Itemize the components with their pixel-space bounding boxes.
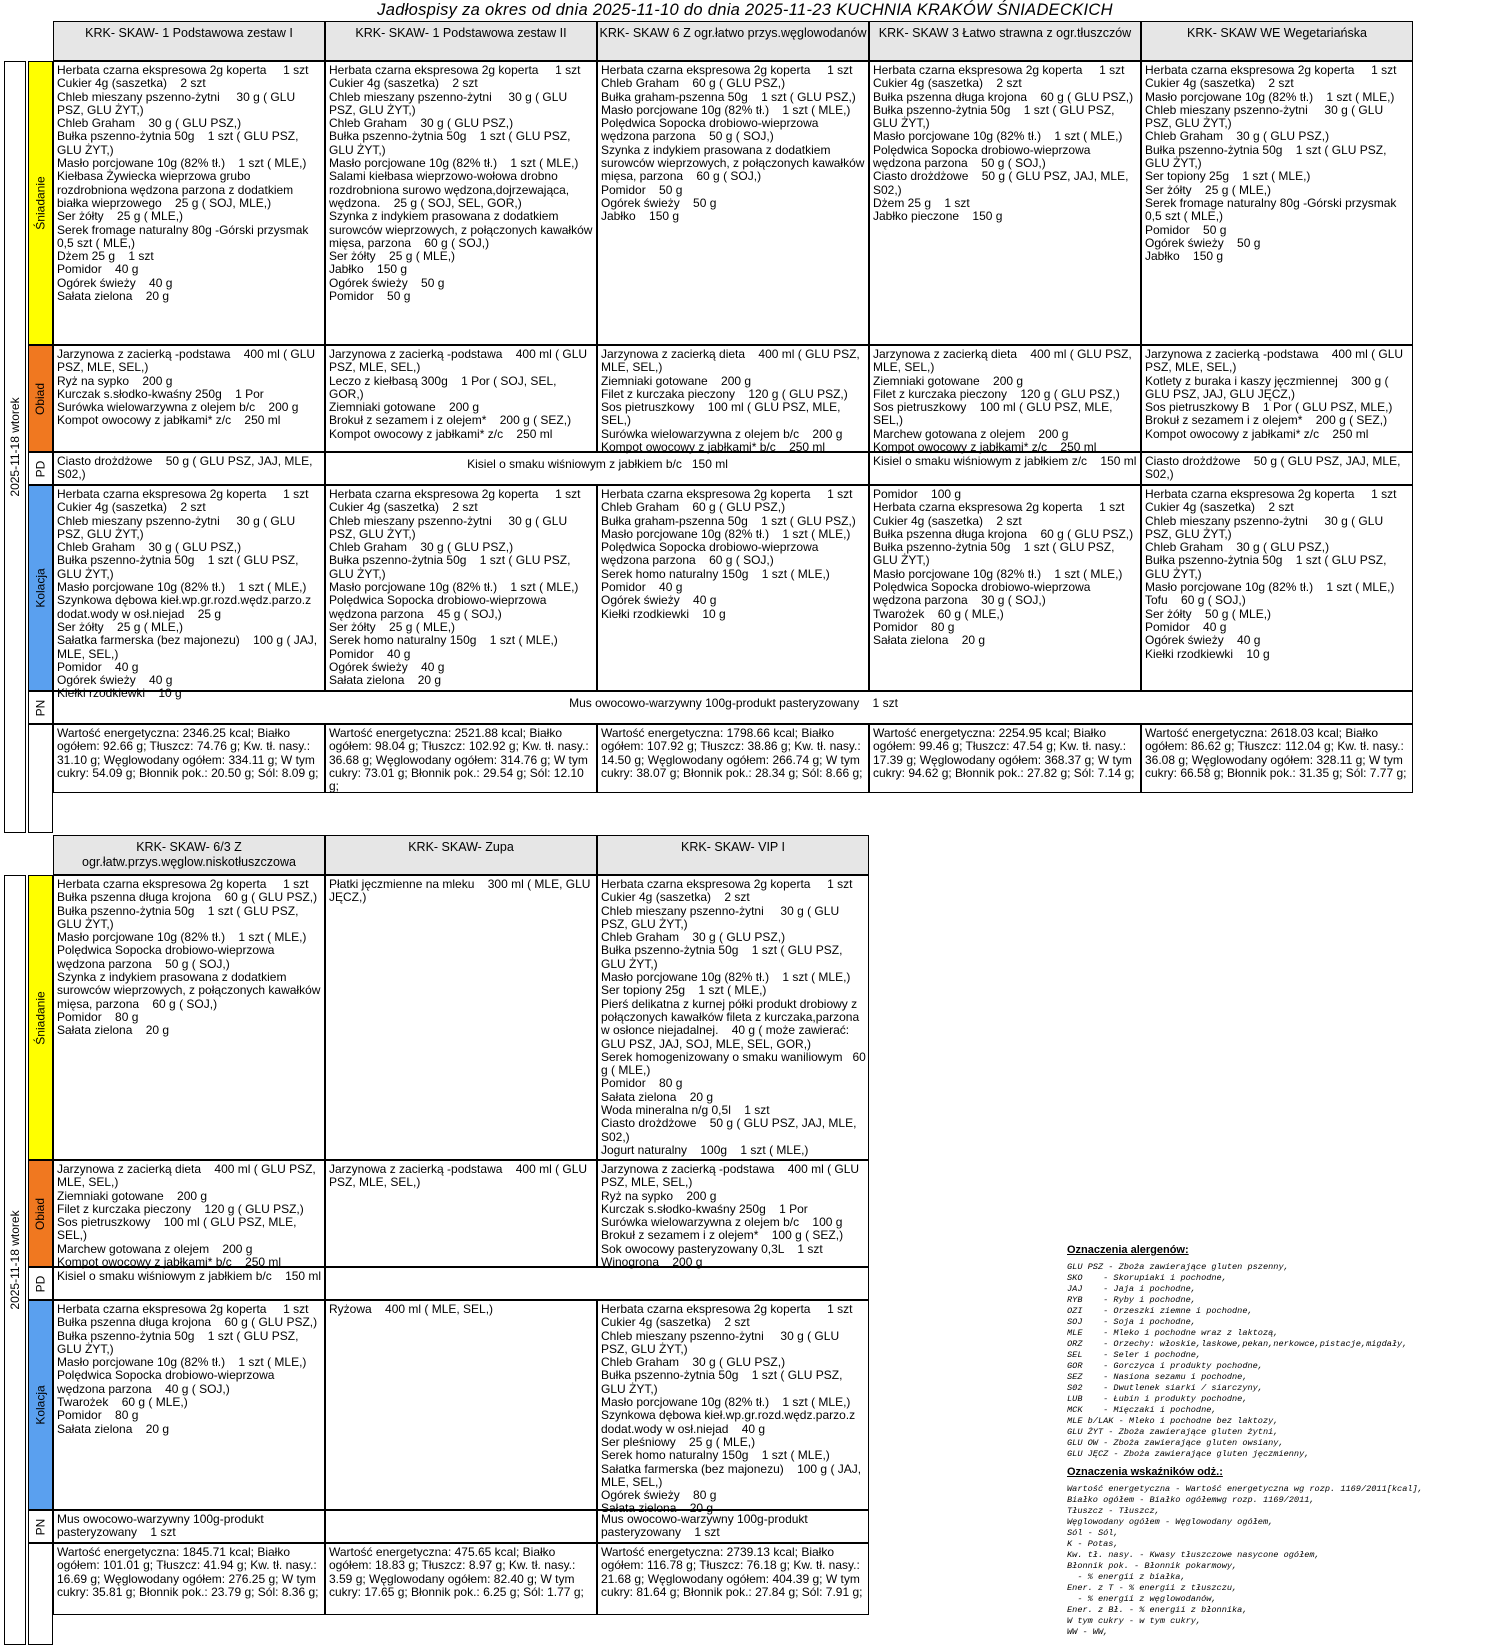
column-header: KRK- SKAW- VIP I — [597, 835, 869, 875]
menu-cell-pn — [325, 1510, 597, 1543]
menu-cell-sniadanie: Herbata czarna ekspresowa 2g koperta 1 szt Cukier 4g (saszetka) 2 szt Masło porcjowane 10g (82% tł.) 1 szt ( MLE,) Chleb mieszany pszenno-żytni 30 g ( GLU PSZ, GLU ŻYT,) Chleb Graham 30 g ( GLU PSZ,) Bułka pszenno-żytnia 50g 1 szt ( GLU PSZ, GLU ŻYT,) Ser topiony 25g 1 szt ( MLE,) Ser żółty 25 g ( MLE,) Serek fromage naturalny 80g -Górski przysmak 0,5 szt ( MLE,) Pomidor 50 g Ogórek świeży 50 g Jabłko 150 g — [1141, 61, 1413, 345]
column-header: KRK- SKAW WE Wegetariańska — [1141, 21, 1413, 61]
menu-cell-pd: Kisiel o smaku wiśniowym z jabłkiem z/c 150 ml — [869, 452, 1141, 485]
meal-label-pn: PN — [28, 691, 53, 724]
menu-block-1 — [4, 21, 1486, 833]
allergen-item: ORZ - Orzechy: włoskie,laskowe,pekan,nerkowce,pistacje,migdały, — [1067, 1339, 1408, 1349]
menu-cell-sniadanie: Herbata czarna ekspresowa 2g koperta 1 szt Bułka pszenna długa krojona 60 g ( GLU PSZ,) Bułka pszenno-żytnia 50g 1 szt ( GLU PSZ, GLU ŻYT,) Masło porcjowane 10g (82% tł.) 1 szt ( MLE,) Polędwica Sopocka drobiowo-wieprzowa wędzona parzona 50 g ( SOJ,) Szynka z indykiem prasowana z dodatkiem surowców wieprzowych, z połączonych kawałków mięsa, parzona 60 g ( SOJ,) Pomidor 80 g Sałata zielona 20 g — [53, 875, 325, 1160]
indicator-item: W tym cukry - w tym cukry, — [1067, 1616, 1202, 1626]
allergen-item: MCK - Mięczaki i pochodne, — [1067, 1405, 1217, 1415]
menu-block-2 — [4, 835, 914, 1645]
indicator-item: K - Potas, — [1067, 1539, 1119, 1549]
menu-cell-obiad: Jarzynowa z zacierką -podstawa 400 ml ( GLU PSZ, MLE, SEL,) — [325, 1160, 597, 1267]
menu-cell-kolacja: Pomidor 100 g Herbata czarna ekspresowa 2g koperta 1 szt Cukier 4g (saszetka) 2 szt Bułka pszenna długa krojona 60 g ( GLU PSZ,) Bułka pszenno-żytnia 50g 1 szt ( GLU PSZ, GLU ŻYT,) Masło porcjowane 10g (82% tł.) 1 szt ( MLE,) Polędwica Sopocka drobiowo-wieprzowa wędzona parzona 30 g ( SOJ,) Twarożek 60 g ( MLE,) Pomidor 80 g Sałata zielona 20 g — [869, 485, 1141, 691]
indicator-item: Błonnik pok. - Błonnik pokarmowy, — [1067, 1561, 1238, 1571]
meal-label-kolacja: Kolacja — [28, 1300, 53, 1510]
indicator-item: Wartość energetyczna - Wartość energetyczna wg rozp. 1169/2011[kcal], — [1067, 1484, 1423, 1494]
meal-label-empty — [28, 1543, 53, 1645]
column-header: KRK- SKAW 3 Łatwo strawna z ogr.tłuszczów — [869, 21, 1141, 61]
allergen-item: SKO - Skorupiaki i pochodne, — [1067, 1273, 1227, 1283]
menu-cell-sniadanie: Herbata czarna ekspresowa 2g koperta 1 szt Cukier 4g (saszetka) 2 szt Chleb mieszany pszenno-żytni 30 g ( GLU PSZ, GLU ŻYT,) Chleb Graham 30 g ( GLU PSZ,) Bułka pszenno-żytnia 50g 1 szt ( GLU PSZ, GLU ŻYT,) Masło porcjowane 10g (82% tł.) 1 szt ( MLE,) Salami kiełbasa wieprzowo-wołowa drobno rozdrobniona surowo wędzona,dojrzewająca, wędzona. 25 g ( SOJ, SEL, GOR,) Szynka z indykiem prasowana z dodatkiem surowców wieprzowych, z połączonych kawałków mięsa, parzona 60 g ( SOJ,) Ser żółty 25 g ( MLE,) Jabłko 150 g Ogórek świeży 50 g Pomidor 50 g — [325, 61, 597, 345]
meal-label-empty — [28, 724, 53, 833]
meal-label-pn: PN — [28, 1510, 53, 1543]
column-header: KRK- SKAW- 6/3 Z ogr.łatw.przys.węglow.niskotłuszczowa — [53, 835, 325, 875]
allergens-title: Oznaczenia alergenów: — [1067, 1244, 1189, 1256]
menu-cell-pn: Mus owocowo-warzywny 100g-produkt pasteryzowany 1 szt — [53, 691, 1413, 724]
indicator-item: Tłuszcz - Tłuszcz, — [1067, 1506, 1160, 1516]
allergen-item: MLE - Mleko i pochodne wraz z laktozą, — [1067, 1328, 1279, 1338]
allergen-item: GOR - Gorczyca i produkty pochodne, — [1067, 1361, 1263, 1371]
indicator-item: - % energii z białka, — [1067, 1572, 1186, 1582]
allergen-item: RYB - Ryby i pochodne, — [1067, 1295, 1196, 1305]
column-header: KRK- SKAW- 1 Podstawowa zestaw II — [325, 21, 597, 61]
allergen-item: MLE b/LAK - Mleko i pochodne bez laktozy, — [1067, 1416, 1279, 1426]
menu-cell-pd: Kisiel o smaku wiśniowym z jabłkiem b/c 150 ml — [325, 452, 869, 485]
indicators-list — [1067, 1484, 1487, 1638]
allergen-item: SEL - Seler i pochodne, — [1067, 1350, 1202, 1360]
meal-label-sniadanie: Śniadanie — [28, 61, 53, 345]
menu-cell-obiad: Jarzynowa z zacierką -podstawa 400 ml ( GLU PSZ, MLE, SEL,) Kotlety z buraka i kaszy jęczmiennej 300 g ( GLU PSZ, JAJ, GLU JĘCZ,) Sos pietruszkowy B 1 Por ( GLU PSZ, MLE,) Brokuł z sezamem i z olejem* 200 g ( SEZ,) Kompot owocowy z jabłkami* z/c 250 ml — [1141, 345, 1413, 452]
allergen-item: OZI - Orzeszki ziemne i pochodne, — [1067, 1306, 1253, 1316]
allergen-item: S02 - Dwutlenek siarki / siarczyny, — [1067, 1383, 1263, 1393]
nutrition-cell: Wartość energetyczna: 1798.66 kcal; Białko ogółem: 107.92 g; Tłuszcz: 38.86 g; Kw. tł. nasy.: 14.50 g; Węglowodany ogółem: 266.74 g; W tym cukry: 38.07 g; Błonnik pok.: 28.34 g; Sól: 8.66 g; — [597, 724, 869, 793]
meal-label-pd: PD — [28, 1267, 53, 1300]
menu-cell-sniadanie: Płatki jęczmienne na mleku 300 ml ( MLE, GLU JĘCZ,) — [325, 875, 597, 1160]
indicator-item: Węglowodany ogółem - Węglowodany ogółem, — [1067, 1517, 1274, 1527]
menu-cell-kolacja: Herbata czarna ekspresowa 2g koperta 1 szt Cukier 4g (saszetka) 2 szt Chleb mieszany pszenno-żytni 30 g ( GLU PSZ, GLU ŻYT,) Chleb Graham 30 g ( GLU PSZ,) Bułka pszenno-żytnia 50g 1 szt ( GLU PSZ, GLU ŻYT,) Masło porcjowane 10g (82% tł.) 1 szt ( MLE,) Szynkowa dębowa kieł.wp.gr.rozd.wędz.parzo.z dodat.wody w osł.niejad 25 g Ser żółty 25 g ( MLE,) Sałatka farmerska (bez majonezu) 100 g ( JAJ, MLE, SEL,) Pomidor 40 g Ogórek świeży 40 g Kiełki rzodkiewki 10 g — [53, 485, 325, 691]
indicator-item: - % energii z węglowodanów, — [1067, 1594, 1217, 1604]
indicator-item: Sól - Sól, — [1067, 1528, 1119, 1538]
nutrition-cell: Wartość energetyczna: 2739.13 kcal; Białko ogółem: 116.78 g; Tłuszcz: 76.18 g; Kw. tł. nasy.: 21.68 g; Węglowodany ogółem: 404.39 g; W tym cukry: 81.64 g; Błonnik pok.: 27.84 g; Sól: 7.91 g; — [597, 1543, 869, 1615]
menu-cell-obiad: Jarzynowa z zacierką dieta 400 ml ( GLU PSZ, MLE, SEL,) Ziemniaki gotowane 200 g Filet z kurczaka pieczony 120 g ( GLU PSZ,) Sos pietruszkowy 100 ml ( GLU PSZ, MLE, SEL,) Marchew gotowana z olejem 200 g Kompot owocowy z jabłkami* b/c 250 ml — [53, 1160, 325, 1267]
meal-label-kolacja: Kolacja — [28, 485, 53, 691]
indicator-item: Kw. tł. nasy. - Kwasy tłuszczowe nasycone ogółem, — [1067, 1550, 1320, 1560]
menu-cell-obiad: Jarzynowa z zacierką dieta 400 ml ( GLU PSZ, MLE, SEL,) Ziemniaki gotowane 200 g Filet z kurczaka pieczony 120 g ( GLU PSZ,) Sos pietruszkowy 100 ml ( GLU PSZ, MLE, SEL,) Surówka wielowarzywna z olejem b/c 200 g Kompot owocowy z jabłkami* b/c 250 ml — [597, 345, 869, 452]
meal-label-pd: PD — [28, 452, 53, 485]
menu-cell-obiad: Jarzynowa z zacierką dieta 400 ml ( GLU PSZ, MLE, SEL,) Ziemniaki gotowane 200 g Filet z kurczaka pieczony 120 g ( GLU PSZ,) Sos pietruszkowy 100 ml ( GLU PSZ, MLE, SEL,) Marchew gotowana z olejem 200 g Kompot owocowy z jabłkami* z/c 250 ml — [869, 345, 1141, 452]
indicator-item: Ener. z Bł. - % energii z błonnika, — [1067, 1605, 1248, 1615]
menu-cell-kolacja: Herbata czarna ekspresowa 2g koperta 1 szt Bułka pszenna długa krojona 60 g ( GLU PSZ,) Bułka pszenno-żytnia 50g 1 szt ( GLU PSZ, GLU ŻYT,) Masło porcjowane 10g (82% tł.) 1 szt ( MLE,) Polędwica Sopocka drobiowo-wieprzowa wędzona parzona 40 g ( SOJ,) Twarożek 60 g ( MLE,) Pomidor 80 g Sałata zielona 20 g — [53, 1300, 325, 1510]
nutrition-cell: Wartość energetyczna: 2346.25 kcal; Białko ogółem: 92.66 g; Tłuszcz: 74.76 g; Kw. tł. nasy.: 31.10 g; Węglowodany ogółem: 334.11 g; W tym cukry: 54.09 g; Błonnik pok.: 20.50 g; Sól: 8.09 g; — [53, 724, 325, 793]
nutrition-cell: Wartość energetyczna: 2618.03 kcal; Białko ogółem: 86.62 g; Tłuszcz: 112.04 g; Kw. tł. nasy.: 36.08 g; Węglowodany ogółem: 328.11 g; W tym cukry: 66.58 g; Błonnik pok.: 31.35 g; Sól: 7.77 g; — [1141, 724, 1413, 793]
column-header: KRK- SKAW- 1 Podstawowa zestaw I — [53, 21, 325, 61]
menu-cell-pd: Ciasto drożdżowe 50 g ( GLU PSZ, JAJ, MLE, S02,) — [1141, 452, 1413, 485]
legend — [1067, 1244, 1487, 1638]
column-header: KRK- SKAW 6 Z ogr.łatwo przys.węglowodanów — [597, 21, 869, 61]
indicator-item: WW - WW, — [1067, 1627, 1109, 1637]
allergen-item: SOJ - Soja i pochodne, — [1067, 1317, 1196, 1327]
menu-cell-kolacja: Ryżowa 400 ml ( MLE, SEL,) — [325, 1300, 597, 1510]
nutrition-cell: Wartość energetyczna: 475.65 kcal; Białko ogółem: 18.83 g; Tłuszcz: 8.97 g; Kw. tł. nasy.: 3.59 g; Węglowodany ogółem: 82.40 g; W tym cukry: 17.65 g; Błonnik pok.: 6.25 g; Sól: 1.77 g; — [325, 1543, 597, 1615]
allergen-item: GLU ŻYT - Zboża zawierające gluten żytni, — [1067, 1427, 1279, 1437]
menu-cell-pd: Ciasto drożdżowe 50 g ( GLU PSZ, JAJ, MLE, S02,) — [53, 452, 325, 485]
date-label: 2025-11-18 wtorek — [4, 875, 26, 1645]
indicator-item: Białko ogółem - Białko ogółemwg rozp. 1169/2011, — [1067, 1495, 1315, 1505]
menu-cell-obiad: Jarzynowa z zacierką -podstawa 400 ml ( GLU PSZ, MLE, SEL,) Leczo z kiełbasą 300g 1 Por ( SOJ, SEL, GOR,) Ziemniaki gotowane 200 g Brokuł z sezamem i z olejem* 200 g ( SEZ,) Kompot owocowy z jabłkami* z/c 250 ml — [325, 345, 597, 452]
menu-cell-pn: Mus owocowo-warzywny 100g-produkt pasteryzowany 1 szt — [53, 1510, 325, 1543]
allergen-item: LUB - Łubin i produkty pochodne, — [1067, 1394, 1248, 1404]
menu-cell-sniadanie: Herbata czarna ekspresowa 2g koperta 1 szt Cukier 4g (saszetka) 2 szt Chleb mieszany pszenno-żytni 30 g ( GLU PSZ, GLU ŻYT,) Chleb Graham 30 g ( GLU PSZ,) Bułka pszenno-żytnia 50g 1 szt ( GLU PSZ, GLU ŻYT,) Masło porcjowane 10g (82% tł.) 1 szt ( MLE,) Kiełbasa Żywiecka wieprzowa grubo rozdrobniona wędzona parzona z dodatkiem białka wieprzowego 25 g ( SOJ, MLE,) Ser żółty 25 g ( MLE,) Serek fromage naturalny 80g -Górski przysmak 0,5 szt ( MLE,) Dżem 25 g 1 szt Pomidor 40 g Ogórek świeży 40 g Sałata zielona 20 g — [53, 61, 325, 345]
menu-cell-sniadanie: Herbata czarna ekspresowa 2g koperta 1 szt Cukier 4g (saszetka) 2 szt Chleb mieszany pszenno-żytni 30 g ( GLU PSZ, GLU ŻYT,) Chleb Graham 30 g ( GLU PSZ,) Bułka pszenno-żytnia 50g 1 szt ( GLU PSZ, GLU ŻYT,) Masło porcjowane 10g (82% tł.) 1 szt ( MLE,) Ser topiony 25g 1 szt ( MLE,) Pierś delikatna z kurnej półki produkt drobiowy z połączonych kawałków fileta z kurczaka,parzona w osłonce niejadalnej. 40 g ( może zawierać: GLU PSZ, JAJ, SOJ, MLE, SEL, GOR,) Serek homogenizowany o smaku waniliowym 60 g ( MLE,) Pomidor 80 g Sałata zielona 20 g Woda mineralna n/g 0,5l 1 szt Ciasto drożdżowe 50 g ( GLU PSZ, JAJ, MLE, S02,) Jogurt naturalny 100g 1 szt ( MLE,) — [597, 875, 869, 1160]
allergen-item: JAJ - Jaja i pochodne, — [1067, 1284, 1196, 1294]
indicators-title: Oznaczenia wskaźników odż.: — [1067, 1466, 1223, 1478]
allergens-list — [1067, 1262, 1487, 1460]
date-label: 2025-11-18 wtorek — [4, 61, 26, 833]
allergen-item: SEZ - Nasiona sezamu i pochodne, — [1067, 1372, 1248, 1382]
column-header: KRK- SKAW- Zupa — [325, 835, 597, 875]
allergen-item: GLU PSZ - Zboża zawierające gluten pszenny, — [1067, 1262, 1289, 1272]
menu-cell-sniadanie: Herbata czarna ekspresowa 2g koperta 1 szt Chleb Graham 60 g ( GLU PSZ,) Bułka graham-pszenna 50g 1 szt ( GLU PSZ,) Masło porcjowane 10g (82% tł.) 1 szt ( MLE,) Polędwica Sopocka drobiowo-wieprzowa wędzona parzona 50 g ( SOJ,) Szynka z indykiem prasowana z dodatkiem surowców wieprzowych, z połączonych kawałków mięsa, parzona 60 g ( SOJ,) Pomidor 50 g Ogórek świeży 50 g Jabłko 150 g — [597, 61, 869, 345]
page-title: Jadłospisy za okres od dnia 2025-11-10 do dnia 2025-11-23 KUCHNIA KRAKÓW ŚNIADECKICH — [377, 1, 1113, 19]
menu-cell-pd — [325, 1267, 869, 1300]
menu-cell-sniadanie: Herbata czarna ekspresowa 2g koperta 1 szt Cukier 4g (saszetka) 2 szt Bułka pszenna długa krojona 60 g ( GLU PSZ,) Bułka pszenno-żytnia 50g 1 szt ( GLU PSZ, GLU ŻYT,) Masło porcjowane 10g (82% tł.) 1 szt ( MLE,) Polędwica Sopocka drobiowo-wieprzowa wędzona parzona 50 g ( SOJ,) Ciasto drożdżowe 50 g ( GLU PSZ, JAJ, MLE, S02,) Dżem 25 g 1 szt Jabłko pieczone 150 g — [869, 61, 1141, 345]
meal-label-obiad: Obiad — [28, 1160, 53, 1267]
allergen-item: GLU OW - Zboża zawierające gluten owsiany, — [1067, 1438, 1284, 1448]
menu-cell-kolacja: Herbata czarna ekspresowa 2g koperta 1 szt Cukier 4g (saszetka) 2 szt Chleb mieszany pszenno-żytni 30 g ( GLU PSZ, GLU ŻYT,) Chleb Graham 30 g ( GLU PSZ,) Bułka pszenno-żytnia 50g 1 szt ( GLU PSZ, GLU ŻYT,) Masło porcjowane 10g (82% tł.) 1 szt ( MLE,) Polędwica Sopocka drobiowo-wieprzowa wędzona parzona 45 g ( SOJ,) Ser żółty 25 g ( MLE,) Serek homo naturalny 150g 1 szt ( MLE,) Pomidor 40 g Ogórek świeży 40 g Sałata zielona 20 g — [325, 485, 597, 691]
menu-cell-kolacja: Herbata czarna ekspresowa 2g koperta 1 szt Cukier 4g (saszetka) 2 szt Chleb mieszany pszenno-żytni 30 g ( GLU PSZ, GLU ŻYT,) Chleb Graham 30 g ( GLU PSZ,) Bułka pszenno-żytnia 50g 1 szt ( GLU PSZ, GLU ŻYT,) Masło porcjowane 10g (82% tł.) 1 szt ( MLE,) Szynkowa dębowa kieł.wp.gr.rozd.wędz.parzo.z dodat.wody w osł.niejad 40 g Ser pleśniowy 25 g ( MLE,) Serek homo naturalny 150g 1 szt ( MLE,) Sałatka farmerska (bez majonezu) 100 g ( JAJ, MLE, SEL,) Ogórek świeży 80 g Sałata zielona 20 g — [597, 1300, 869, 1510]
allergen-item: GLU JĘCZ - Zboża zawierające gluten jęczmienny, — [1067, 1449, 1310, 1459]
meal-label-obiad: Obiad — [28, 345, 53, 452]
nutrition-cell: Wartość energetyczna: 1845.71 kcal; Białko ogółem: 101.01 g; Tłuszcz: 41.94 g; Kw. tł. nasy.: 16.69 g; Węglowodany ogółem: 276.25 g; W tym cukry: 35.81 g; Błonnik pok.: 23.79 g; Sól: 8.36 g; — [53, 1543, 325, 1615]
menu-cell-obiad: Jarzynowa z zacierką -podstawa 400 ml ( GLU PSZ, MLE, SEL,) Ryż na sypko 200 g Kurczak s.słodko-kwaśny 250g 1 Por Surówka wielowarzywna z olejem b/c 200 g Kompot owocowy z jabłkami* z/c 250 ml — [53, 345, 325, 452]
menu-cell-kolacja: Herbata czarna ekspresowa 2g koperta 1 szt Cukier 4g (saszetka) 2 szt Chleb mieszany pszenno-żytni 30 g ( GLU PSZ, GLU ŻYT,) Chleb Graham 30 g ( GLU PSZ,) Bułka pszenno-żytnia 50g 1 szt ( GLU PSZ, GLU ŻYT,) Masło porcjowane 10g (82% tł.) 1 szt ( MLE,) Tofu 60 g ( SOJ,) Ser żółty 50 g ( MLE,) Pomidor 40 g Ogórek świeży 40 g Kiełki rzodkiewki 10 g — [1141, 485, 1413, 691]
indicator-item: Ener. z T - % energii z tłuszczu, — [1067, 1583, 1238, 1593]
menu-cell-pd: Kisiel o smaku wiśniowym z jabłkiem b/c 150 ml — [53, 1267, 325, 1300]
menu-cell-pn: Mus owocowo-warzywny 100g-produkt pasteryzowany 1 szt — [597, 1510, 869, 1543]
menu-cell-kolacja: Herbata czarna ekspresowa 2g koperta 1 szt Chleb Graham 60 g ( GLU PSZ,) Bułka graham-pszenna 50g 1 szt ( GLU PSZ,) Masło porcjowane 10g (82% tł.) 1 szt ( MLE,) Polędwica Sopocka drobiowo-wieprzowa wędzona parzona 60 g ( SOJ,) Serek homo naturalny 150g 1 szt ( MLE,) Pomidor 40 g Ogórek świeży 40 g Kiełki rzodkiewki 10 g — [597, 485, 869, 691]
menu-cell-obiad: Jarzynowa z zacierką -podstawa 400 ml ( GLU PSZ, MLE, SEL,) Ryż na sypko 200 g Kurczak s.słodko-kwaśny 250g 1 Por Surówka wielowarzywna z olejem b/c 100 g Brokuł z sezamem i z olejem* 100 g ( SEZ,) Sok owocowy pasteryzowany 0,3L 1 szt Winogrona 200 g — [597, 1160, 869, 1267]
nutrition-cell: Wartość energetyczna: 2254.95 kcal; Białko ogółem: 99.46 g; Tłuszcz: 47.54 g; Kw. tł. nasy.: 17.39 g; Węglowodany ogółem: 368.37 g; W tym cukry: 94.62 g; Błonnik pok.: 27.82 g; Sól: 7.14 g; — [869, 724, 1141, 793]
meal-label-sniadanie: Śniadanie — [28, 875, 53, 1160]
nutrition-cell: Wartość energetyczna: 2521.88 kcal; Białko ogółem: 98.04 g; Tłuszcz: 102.92 g; Kw. tł. nasy.: 36.68 g; Węglowodany ogółem: 314.76 g; W tym cukry: 73.01 g; Błonnik pok.: 29.54 g; Sól: 12.10 g; — [325, 724, 597, 793]
